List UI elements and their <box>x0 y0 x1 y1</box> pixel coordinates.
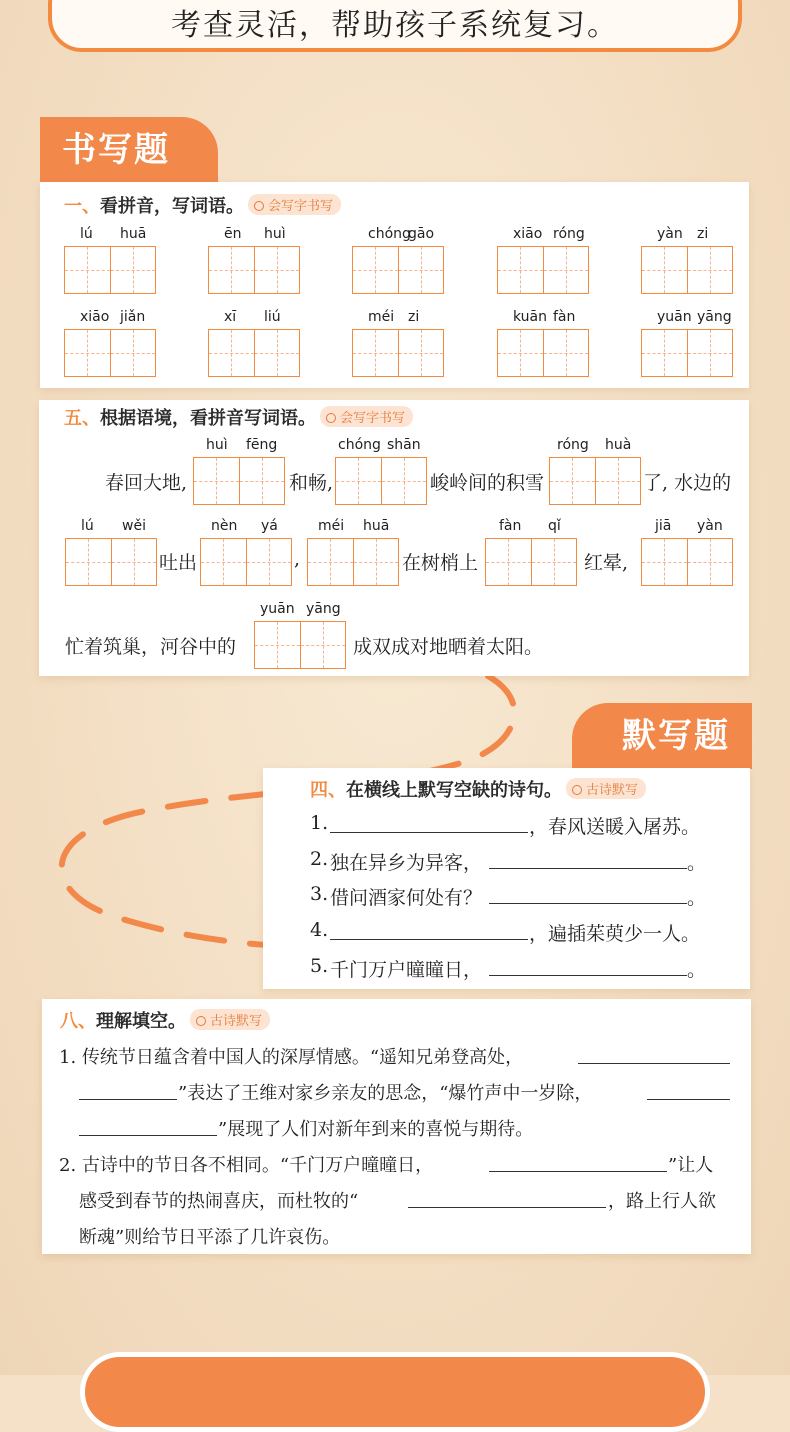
pinyin: fàn <box>499 518 522 534</box>
poem-line: 。 <box>687 959 707 981</box>
writing-grid[interactable] <box>64 246 156 294</box>
passage-text: 峻岭间的积雪 <box>430 472 545 494</box>
pinyin: yuān <box>260 601 295 617</box>
question-line: ”展现了人们对新年到来的喜悦与期待。 <box>218 1119 534 1140</box>
pinyin: yàn <box>657 226 683 242</box>
question-card-8 <box>42 999 751 1254</box>
pinyin: yàn <box>697 518 723 534</box>
passage-text: 忙着筑巢，河谷中的 <box>65 636 237 658</box>
writing-grid[interactable] <box>497 246 589 294</box>
question-number: 五、 <box>64 408 100 429</box>
writing-grid[interactable] <box>641 538 733 586</box>
pinyin: jiā <box>655 518 672 534</box>
writing-grid[interactable] <box>352 329 444 377</box>
pinyin: wěi <box>122 518 146 534</box>
question-line: 2. 古诗中的节日各不相同。“千门万户曈曈日， <box>59 1155 434 1176</box>
item-number: 1. <box>310 812 329 834</box>
question-5-title <box>64 404 413 430</box>
pinyin: méi <box>368 309 395 325</box>
writing-grid[interactable] <box>641 329 733 377</box>
tag-circle-icon <box>254 201 264 211</box>
writing-grid[interactable] <box>200 538 292 586</box>
writing-grid[interactable] <box>64 329 156 377</box>
poem-line: ，遍插茱萸少一人。 <box>529 923 701 945</box>
pinyin: xiāo <box>513 226 543 242</box>
writing-grid[interactable] <box>307 538 399 586</box>
passage-text: 春回大地, <box>105 472 188 494</box>
category-tag <box>190 1009 270 1030</box>
answer-blank[interactable] <box>79 1099 177 1100</box>
pinyin: huì <box>264 226 286 242</box>
poem-line: 千门万户曈曈日， <box>330 959 483 981</box>
item-number: 2. <box>310 848 329 870</box>
tag-circle-icon <box>326 413 336 423</box>
question-text: 理解填空。 <box>96 1011 186 1032</box>
banner-text: 考查灵活，帮助孩子系统复习。 <box>171 8 619 43</box>
poem-line: 独在异乡为异客， <box>330 852 483 874</box>
question-line: ，路上行人欲 <box>608 1191 716 1212</box>
writing-grid[interactable] <box>254 621 346 669</box>
question-number: 八、 <box>60 1011 96 1032</box>
answer-blank[interactable] <box>330 832 528 833</box>
category-tag <box>248 194 341 215</box>
pinyin: chóng <box>368 226 411 242</box>
passage-text: 和畅, <box>289 472 334 494</box>
writing-grid[interactable] <box>208 246 300 294</box>
passage-text: 成双成对地晒着太阳。 <box>353 636 544 658</box>
writing-grid[interactable] <box>65 538 157 586</box>
tag-label: 会写字书写 <box>340 411 406 426</box>
answer-blank[interactable] <box>489 975 687 976</box>
item-number: 3. <box>310 883 329 905</box>
category-tag <box>320 406 413 427</box>
question-text: 在横线上默写空缺的诗句。 <box>346 780 562 801</box>
pinyin: huā <box>363 518 390 534</box>
pinyin: jiǎn <box>120 309 146 325</box>
pinyin: kuān <box>513 309 548 325</box>
pinyin: shān <box>387 437 421 453</box>
pinyin: zi <box>408 309 420 325</box>
question-card-1 <box>40 182 749 388</box>
passage-text: 在树梢上 <box>402 552 479 574</box>
tag-label: 会写字书写 <box>268 199 334 214</box>
question-line: 断魂”则给节日平添了几许哀伤。 <box>79 1227 341 1248</box>
answer-blank[interactable] <box>489 868 687 869</box>
answer-blank[interactable] <box>578 1063 730 1064</box>
question-line: 感受到春节的热闹喜庆，而杜牧的“ <box>79 1191 359 1212</box>
answer-blank[interactable] <box>489 903 687 904</box>
pinyin: yuān <box>657 309 692 325</box>
passage-text: , <box>294 548 301 570</box>
question-card-4 <box>263 768 750 989</box>
pinyin: xī <box>224 309 237 325</box>
question-line: ”表达了王维对家乡亲友的思念，“爆竹声中一岁除， <box>178 1083 593 1104</box>
pinyin: zi <box>697 226 709 242</box>
answer-blank[interactable] <box>330 939 528 940</box>
pinyin: xiāo <box>80 309 110 325</box>
question-card-5 <box>39 400 749 676</box>
pinyin: huà <box>605 437 632 453</box>
writing-grid[interactable] <box>641 246 733 294</box>
pinyin: róng <box>553 226 585 242</box>
passage-text: 了, 水边的 <box>643 472 732 494</box>
category-tag <box>566 778 646 799</box>
poem-line: ，春风送暖入屠苏。 <box>529 816 701 838</box>
answer-blank[interactable] <box>79 1135 217 1136</box>
pinyin: qǐ <box>548 518 561 534</box>
pinyin: lú <box>81 518 94 534</box>
question-number: 一、 <box>64 196 100 217</box>
question-line: 1. 传统节日蕴含着中国人的深厚情感。“遥知兄弟登高处， <box>59 1047 524 1068</box>
question-number: 四、 <box>310 780 346 801</box>
pinyin: chóng <box>338 437 381 453</box>
answer-blank[interactable] <box>647 1099 730 1100</box>
passage-text: 吐出 <box>159 552 198 574</box>
question-8-title <box>60 1007 270 1033</box>
pinyin: liú <box>264 309 281 325</box>
section-tab-writing: 书写题 <box>40 117 218 183</box>
question-text: 根据语境，看拼音写词语。 <box>100 408 316 429</box>
pinyin: lú <box>80 226 93 242</box>
writing-grid[interactable] <box>335 457 427 505</box>
pinyin: huì <box>206 437 228 453</box>
answer-blank[interactable] <box>408 1207 606 1208</box>
bottom-banner <box>80 1352 710 1432</box>
pinyin: huā <box>120 226 147 242</box>
pinyin: fàn <box>553 309 576 325</box>
writing-grid[interactable] <box>497 329 589 377</box>
question-line: ”让人 <box>668 1155 714 1176</box>
passage-text: 红晕, <box>584 552 629 574</box>
section-tab-dictation: 默写题 <box>572 703 752 769</box>
tag-label: 古诗默写 <box>210 1014 263 1029</box>
tag-circle-icon <box>196 1016 206 1026</box>
item-number: 5. <box>310 955 329 977</box>
writing-grid[interactable] <box>549 457 641 505</box>
pinyin: ēn <box>224 226 242 242</box>
writing-grid[interactable] <box>352 246 444 294</box>
pinyin: nèn <box>211 518 238 534</box>
pinyin: yāng <box>697 309 732 325</box>
pinyin: méi <box>318 518 345 534</box>
pinyin: yá <box>261 518 278 534</box>
writing-grid[interactable] <box>208 329 300 377</box>
item-number: 4. <box>310 919 329 941</box>
writing-grid[interactable] <box>485 538 577 586</box>
pinyin: róng <box>557 437 589 453</box>
tag-label: 古诗默写 <box>586 783 639 798</box>
poem-line: 。 <box>687 887 707 909</box>
pinyin: yāng <box>306 601 341 617</box>
question-text: 看拼音，写词语。 <box>100 196 244 217</box>
poem-line: 借问酒家何处有？ <box>330 887 483 909</box>
answer-blank[interactable] <box>489 1171 667 1172</box>
pinyin: fēng <box>246 437 278 453</box>
pinyin: gāo <box>408 226 435 242</box>
tag-circle-icon <box>572 785 582 795</box>
poem-line: 。 <box>687 852 707 874</box>
question-4-title <box>310 776 646 802</box>
question-1-title <box>64 192 341 218</box>
writing-grid[interactable] <box>193 457 285 505</box>
